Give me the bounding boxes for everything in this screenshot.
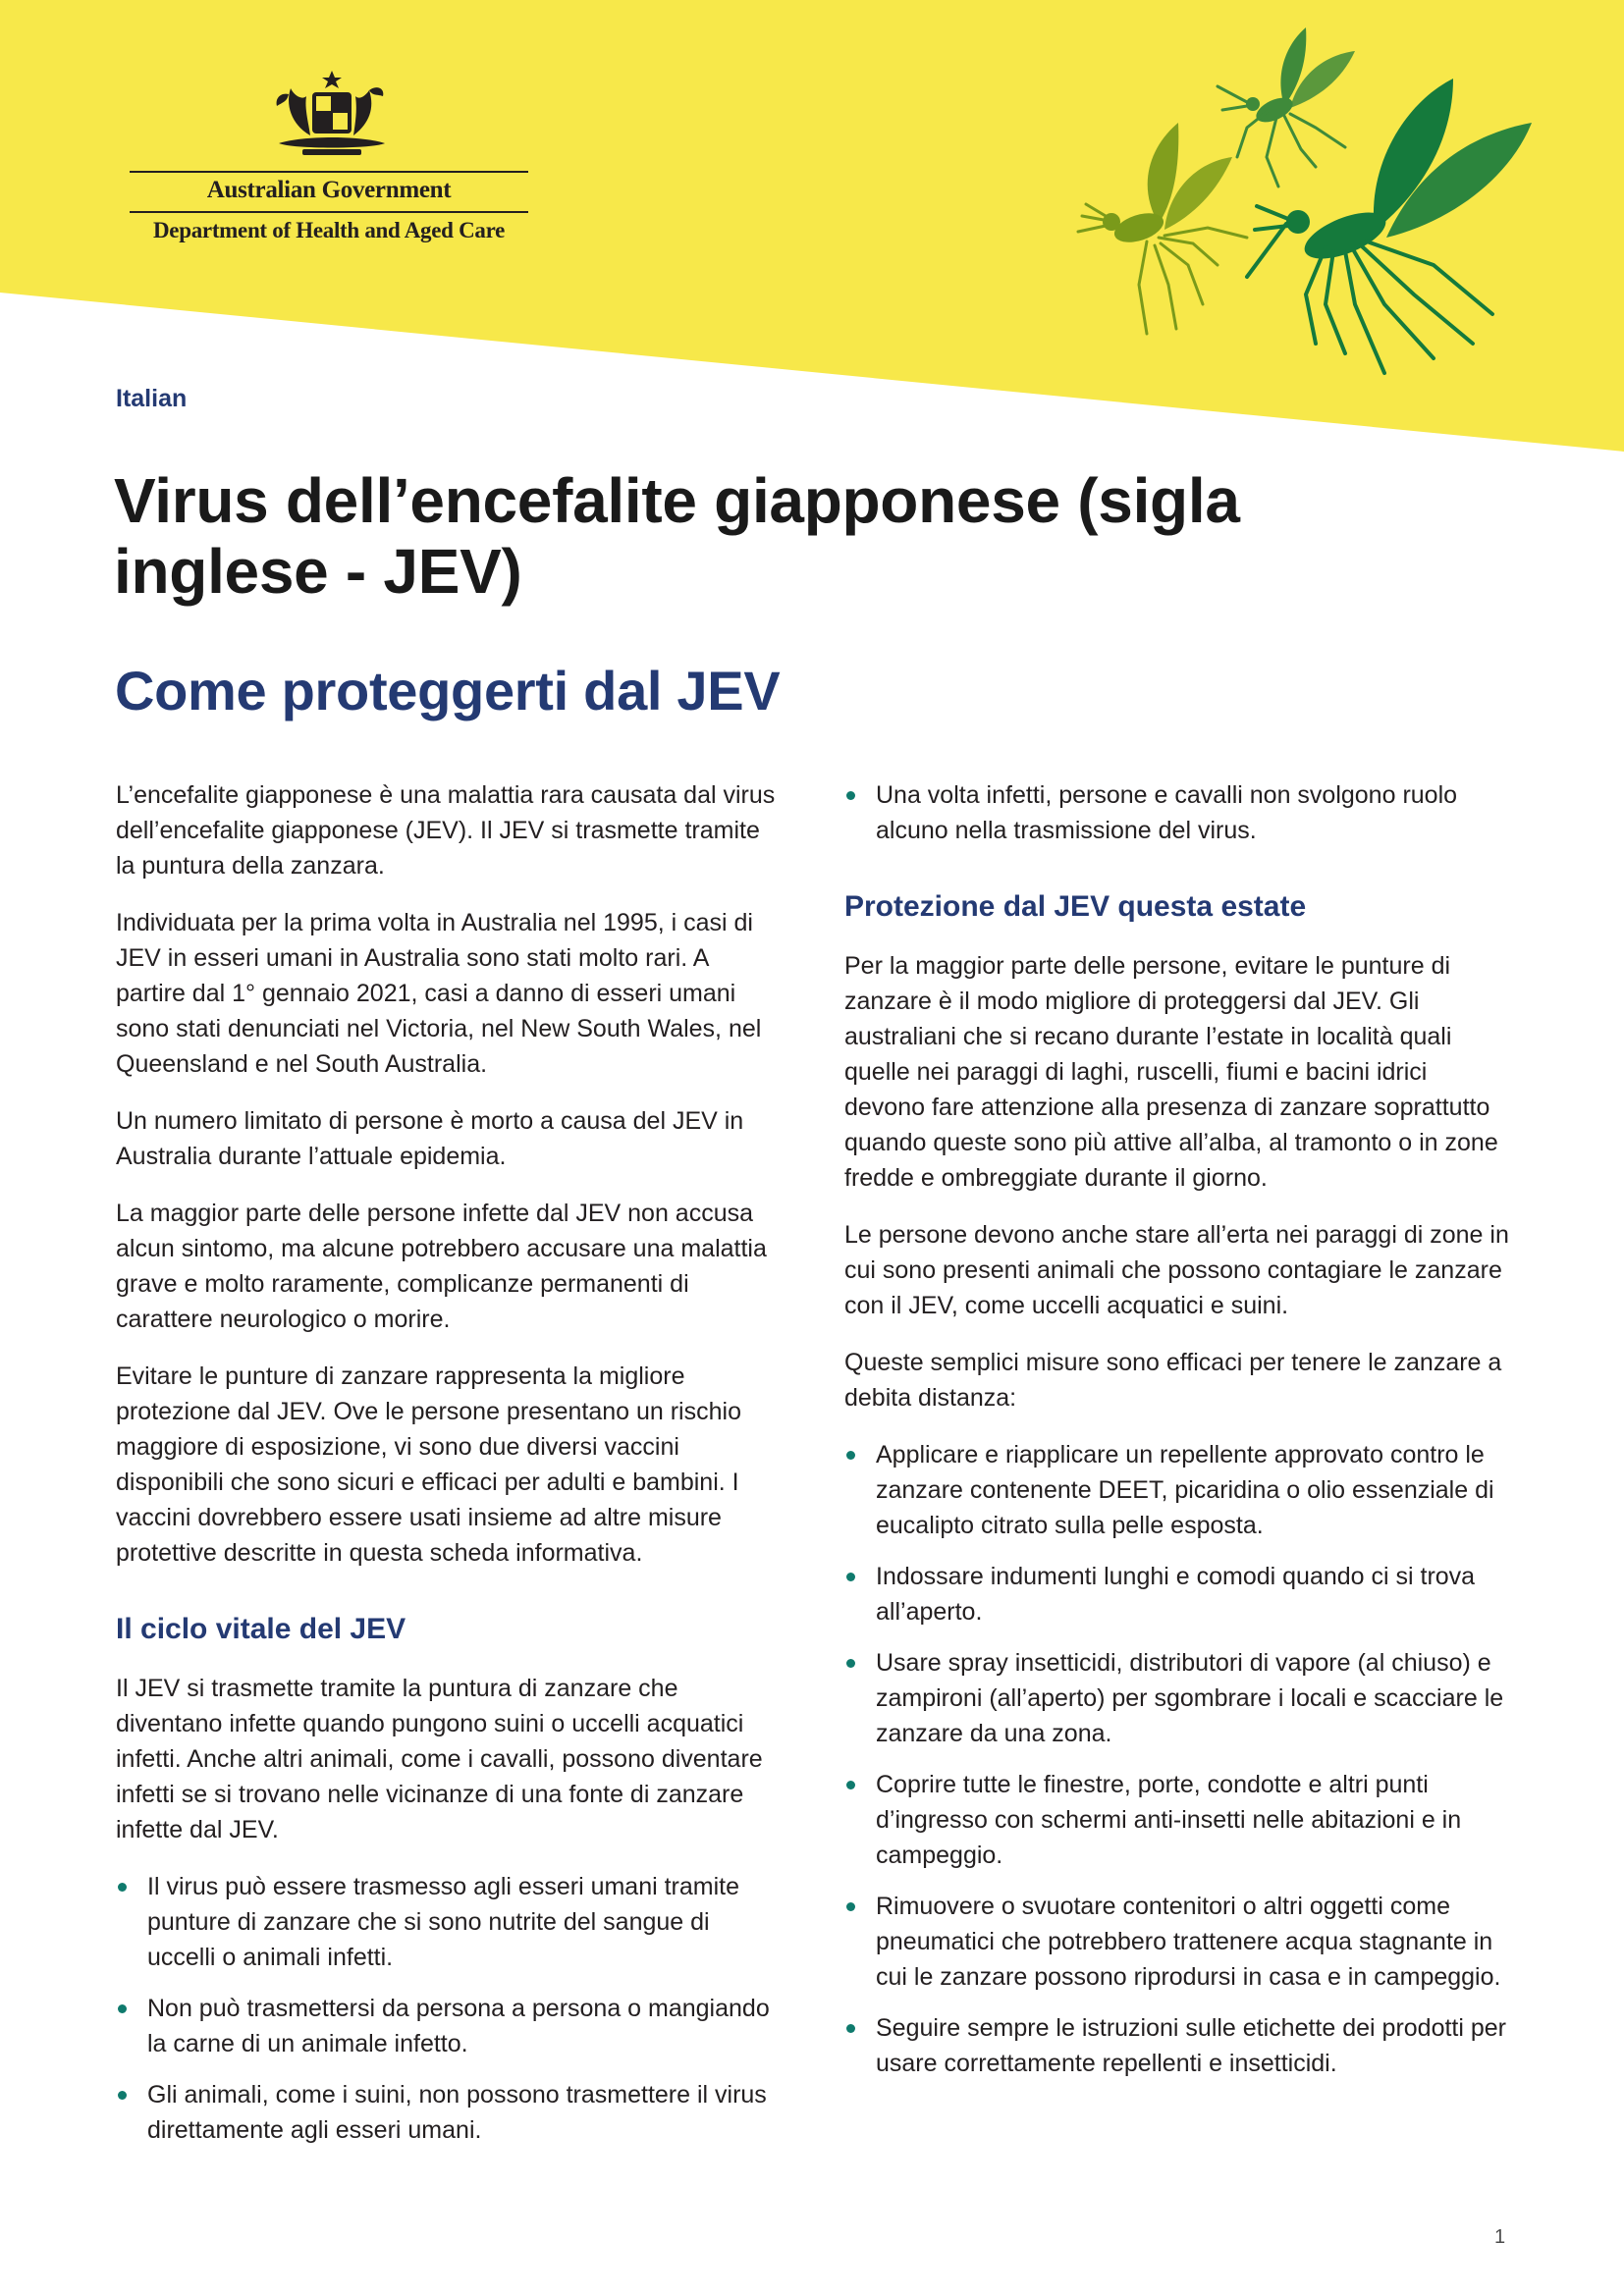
protection-heading: Protezione dal JEV questa estate: [844, 890, 1307, 923]
list-item-text: Il virus può essere trasmesso agli esseri umani tramite punture di zanzare che si sono nutrite del sangue di uccelli o animali infetti.: [147, 1873, 740, 1971]
list-item: [844, 777, 1512, 848]
header-rule-top: [130, 171, 528, 173]
lifecycle-paragraph: Il JEV si trasmette tramite la puntura di zanzare che diventano infette quando pungono suini o uccelli acquatici infetti. Anche altri animali, come i cavalli, possono diventare infetti se si trovano nelle vicinanze di una fonte di zanzare infette dal JEV.: [116, 1675, 763, 1843]
bullet-icon: [846, 791, 855, 800]
list-item: [116, 1869, 784, 1975]
list-item: [844, 1559, 1512, 1629]
coat-of-arms-icon: [263, 67, 401, 165]
bullet-icon: [846, 2024, 855, 2033]
measures-list: [844, 1437, 1512, 2081]
page-title: Virus dell’encefalite giapponese (sigla inglese - JEV): [114, 465, 1240, 607]
list-item: [844, 1767, 1512, 1873]
bullet-icon: [846, 1451, 855, 1460]
intro-paragraph: Evitare le punture di zanzare rappresenta la migliore protezione dal JEV. Ove le persone presentano un rischio maggiore di esposizione, vi sono due diversi vaccini disponibili che sono sicuri e efficaci per adulti e bambini. I vaccini dovrebbero essere usati insieme ad altre misure protettive descritte in questa scheda informativa.: [116, 1362, 741, 1567]
list-item: [116, 2077, 784, 2148]
page-number: 1: [1494, 2226, 1506, 2248]
list-item: [844, 2010, 1512, 2081]
list-item: [116, 1991, 784, 2061]
list-item-text: Usare spray insetticidi, distributori di vapore (al chiuso) e zampironi (all’aperto) per sgombrare i locali e scacciare le zanzare da una zona.: [876, 1649, 1504, 1747]
list-item-text: Coprire tutte le finestre, porte, condotte e altri punti d’ingresso con schermi anti-insetti nelle abitazioni e in campeggio.: [876, 1771, 1462, 1869]
intro-paragraph: Individuata per la prima volta in Australia nel 1995, i casi di JEV in esseri umani in Australia sono stati molto rari. A partire dal 1° gennaio 2021, casi a danno di esseri umani sono stati denunciati nel Victoria, nel New South Wales, nel Queensland e nel South Australia.: [116, 909, 762, 1078]
intro-paragraph: La maggior parte delle persone infette dal JEV non accusa alcun sintomo, ma alcune potrebbero accusare una malattia grave e molto raramente, complicanze permanenti di carattere neurologico o morire.: [116, 1200, 767, 1333]
list-item-text: Seguire sempre le istruzioni sulle etichette dei prodotti per usare correttamente repellenti e insetticidi.: [876, 2014, 1507, 2077]
transmission-list: [844, 777, 1512, 848]
department-name: Department of Health and Aged Care: [153, 218, 505, 242]
right-column: [844, 777, 1512, 2103]
mosquito-top-icon: [1218, 27, 1355, 187]
bullet-icon: [846, 1902, 855, 1911]
bullet-icon: [118, 1883, 127, 1892]
protection-paragraph: Per la maggior parte delle persone, evitare le punture di zanzare è il modo migliore di proteggersi dal JEV. Gli australiani che si recano durante l’estate in località quali quelle nei paraggi di laghi, ruscelli, fiumi e bacini idrici devono fare attenzione alla presenza di zanzare soprattutto quando queste sono più attive all’alba, al tramonto o in zone fredde e ombreggiate durante il giorno.: [844, 952, 1498, 1192]
list-item: [844, 1889, 1512, 1995]
list-item: [844, 1645, 1512, 1751]
protection-paragraph: Le persone devono anche stare all’erta nei paraggi di zone in cui sono presenti animali che possono contagiare le zanzare con il JEV, come uccelli acquatici e suini.: [844, 1221, 1509, 1319]
bullet-icon: [846, 1573, 855, 1581]
list-item-text: Indossare indumenti lunghi e comodi quando ci si trova all’aperto.: [876, 1563, 1476, 1626]
list-item-text: Gli animali, come i suini, non possono trasmettere il virus direttamente agli esseri umani.: [147, 2081, 767, 2144]
government-name: Australian Government: [206, 177, 452, 203]
list-item-text: Una volta infetti, persone e cavalli non svolgono ruolo alcuno nella trasmissione del virus.: [876, 781, 1458, 844]
intro-paragraph: Un numero limitato di persone è morto a causa del JEV in Australia durante l’attuale epidemia.: [116, 1107, 744, 1170]
bullet-icon: [118, 2091, 127, 2100]
bullet-icon: [118, 2004, 127, 2013]
bullet-icon: [846, 1781, 855, 1789]
intro-paragraph: L’encefalite giapponese è una malattia rara causata dal virus dell’encefalite giapponese (JEV). Il JEV si trasmette tramite la puntura della zanzara.: [116, 781, 776, 880]
list-item-text: Applicare e riapplicare un repellente approvato contro le zanzare contenente DEET, picaridina o olio essenziale di eucalipto citrato sulla pelle esposta.: [876, 1441, 1494, 1539]
list-item-text: Non può trasmettersi da persona a persona o mangiando la carne di un animale infetto.: [147, 1995, 770, 2057]
list-item-text: Rimuovere o svuotare contenitori o altri oggetti come pneumatici che potrebbero trattenere acqua stagnante in cui le zanzare possono riprodursi in casa e in campeggio.: [876, 1893, 1501, 1991]
lifecycle-heading: Il ciclo vitale del JEV: [116, 1613, 406, 1645]
mosquito-small-icon: [1078, 123, 1247, 334]
protection-paragraph: Queste semplici misure sono efficaci per tenere le zanzare a debita distanza:: [844, 1349, 1502, 1412]
left-column: [116, 777, 784, 2169]
page-subtitle: Come proteggerti dal JEV: [115, 660, 781, 721]
bullet-icon: [846, 1659, 855, 1668]
header-rule-bottom: [130, 211, 528, 213]
mosquito-large-icon: [1247, 79, 1532, 373]
language-label: Italian: [116, 385, 188, 412]
list-item: [844, 1437, 1512, 1543]
lifecycle-list: [116, 1869, 784, 2148]
mosquito-icon: [1021, 20, 1581, 412]
